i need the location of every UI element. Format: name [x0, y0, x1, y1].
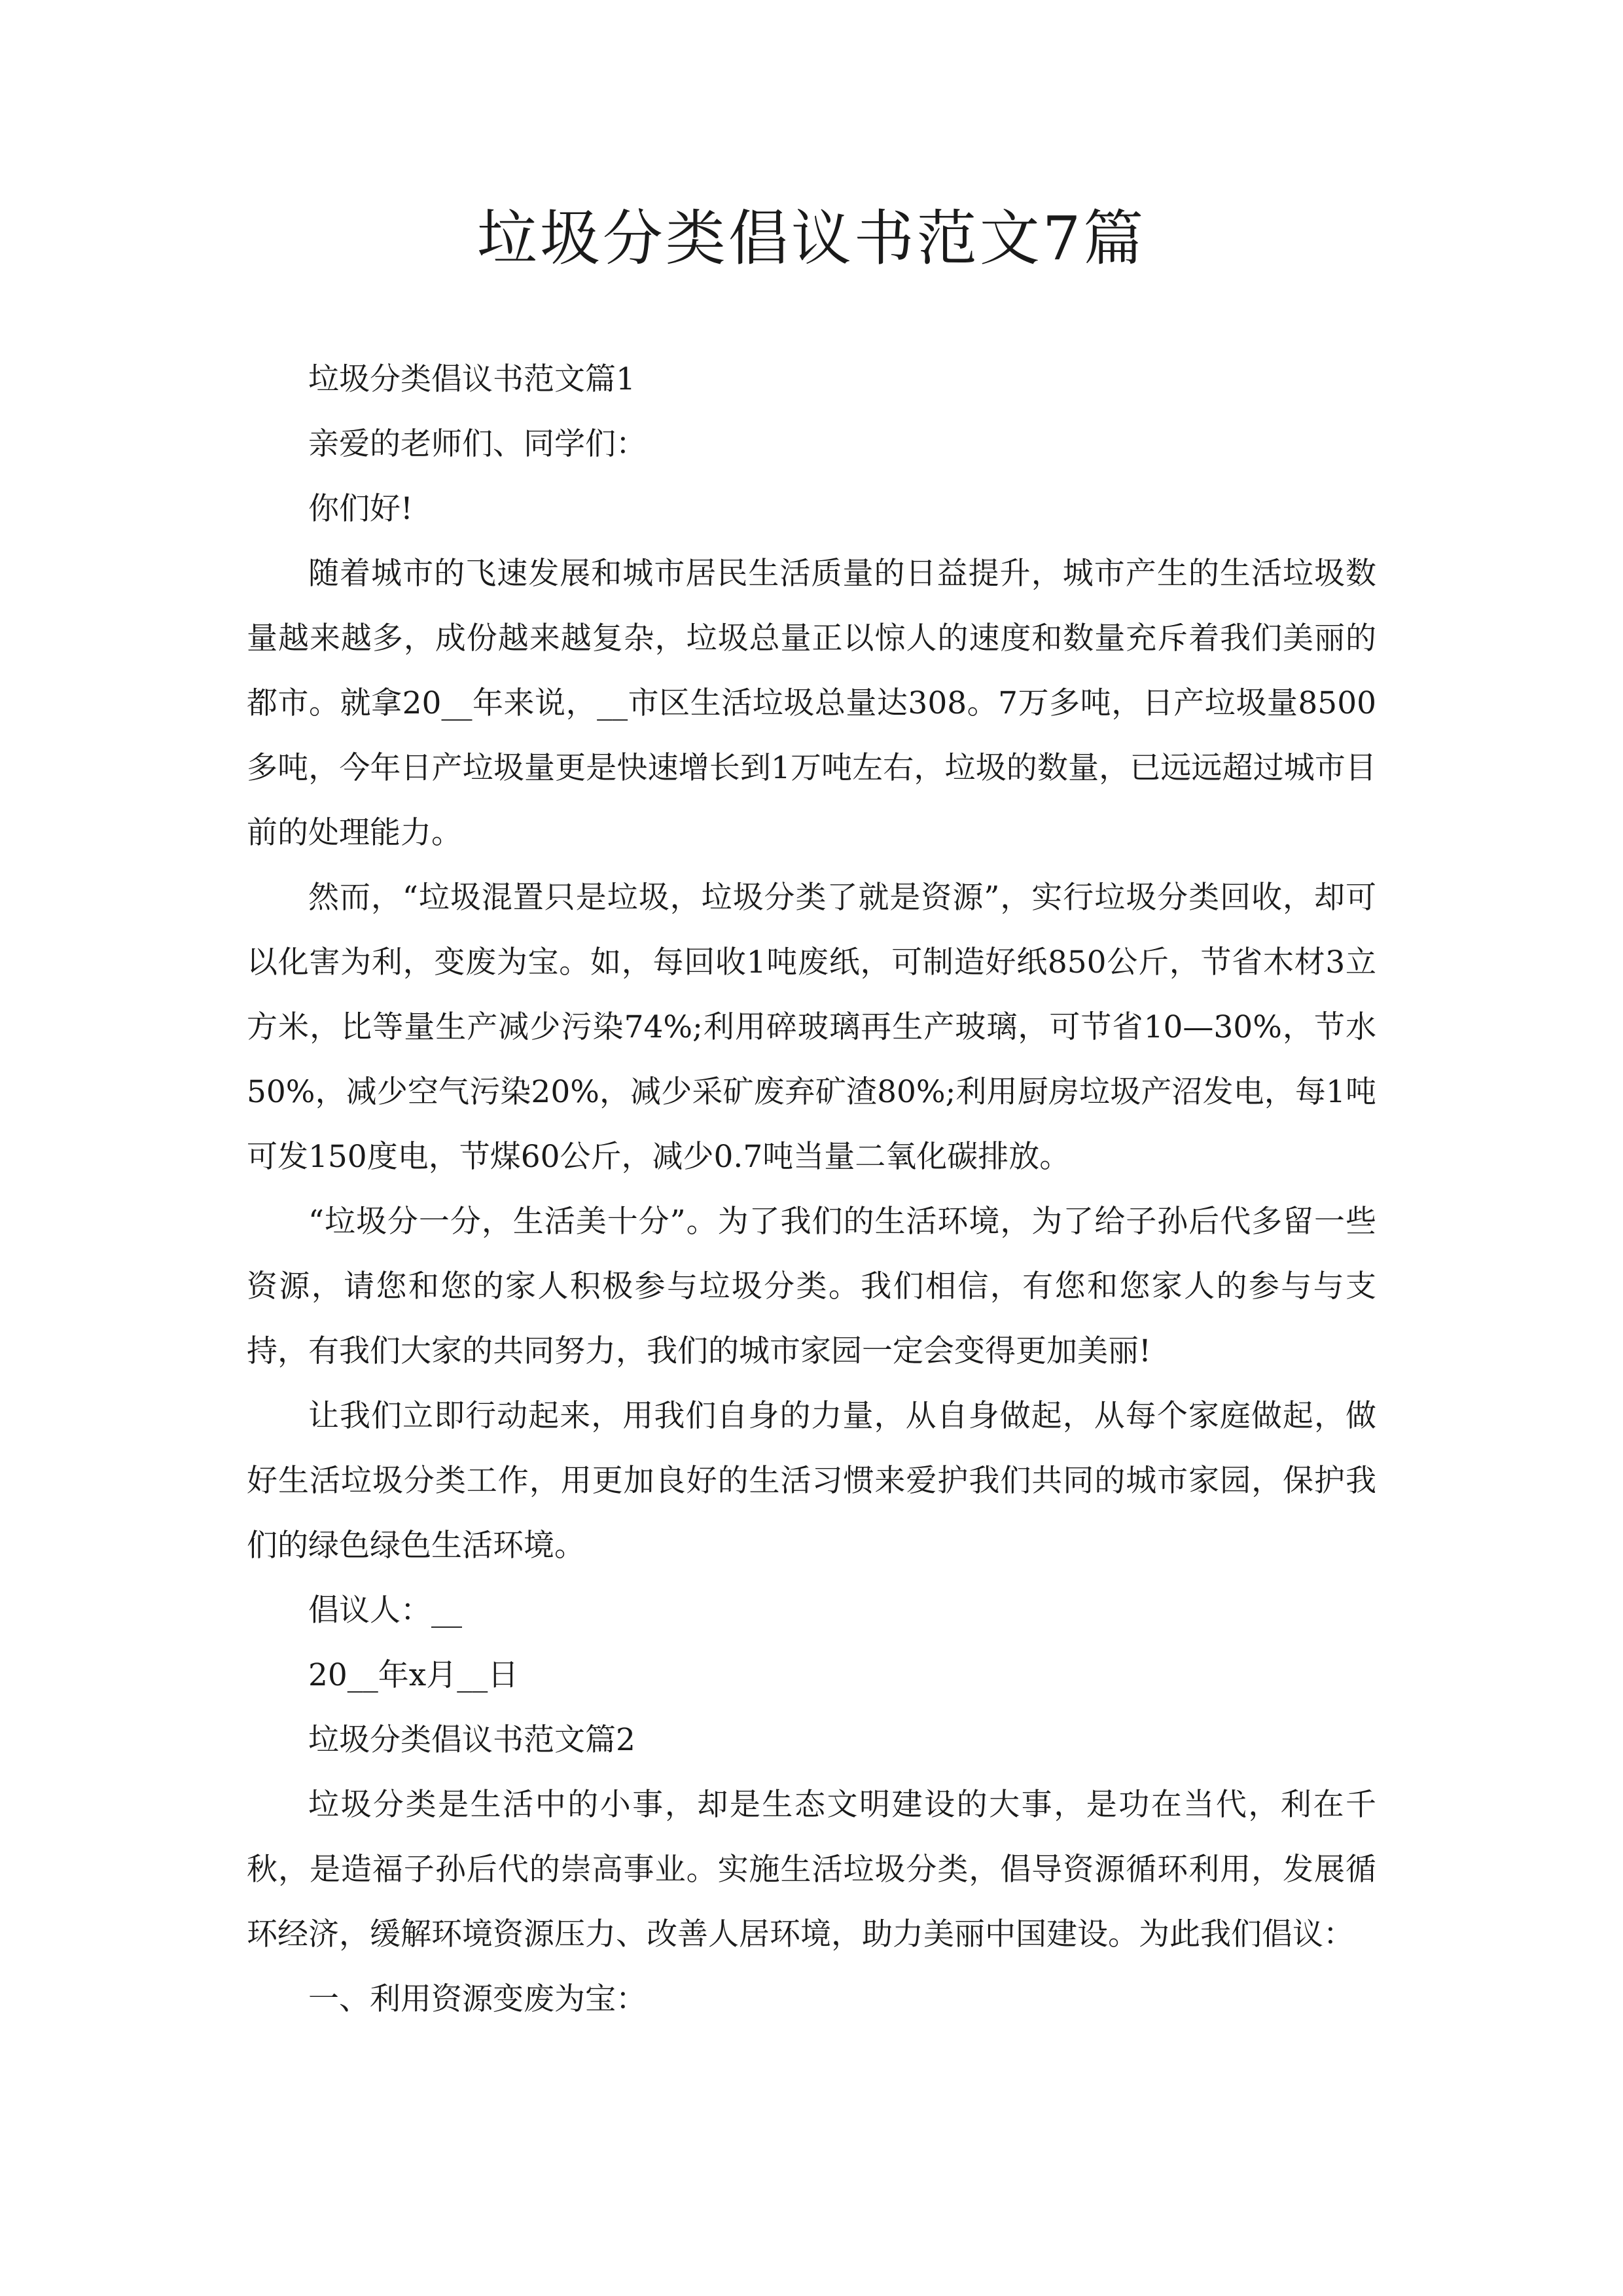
section-heading: 垃圾分类倡议书范文篇2: [308, 1722, 635, 1758]
body-paragraph: 让我们立即行动起来，用我们自身的力量，从自身做起，从每个家庭做起，做好生活垃圾分类工作，用更加良好的生活习惯来爱护我们共同的城市家园，保护我们的绿色绿色生活环境。: [247, 1398, 1376, 1564]
salutation: 亲爱的老师们、同学们：: [308, 426, 647, 462]
page-title: 垃圾分类倡议书范文7篇: [476, 204, 1147, 274]
signature-line: 倡议人：__: [308, 1592, 462, 1628]
document-body: [247, 347, 1376, 2032]
body-paragraph: “垃圾分一分，生活美十分”。为了我们的生活环境，为了给子孙后代多留一些资源，请您和您的家人积极参与垃圾分类。我们相信，有您和您家人的参与与支持，有我们大家的共同努力，我们的城市家园一定会变得更加美丽!: [247, 1204, 1376, 1369]
list-item-heading: 一、利用资源变废为宝：: [308, 1981, 647, 2017]
body-paragraph: 随着城市的飞速发展和城市居民生活质量的日益提升，城市产生的生活垃圾数量越来越多，成份越来越复杂，垃圾总量正以惊人的速度和数量充斥着我们美丽的都市。就拿20__年来说，__市区生活垃圾总量达308。7万多吨，日产垃圾量8500多吨，今年日产垃圾量更是快速增长到1万吨左右，垃圾的数量，已远远超过城市目前的处理能力。: [247, 556, 1376, 851]
greeting: 你们好!: [308, 491, 413, 527]
body-paragraph: 垃圾分类是生活中的小事，却是生态文明建设的大事，是功在当代，利在千秋，是造福子孙后代的崇高事业。实施生活垃圾分类，倡导资源循环利用，发展循环经济，缓解环境资源压力、改善人居环境，助力美丽中国建设。为此我们倡议：: [247, 1787, 1376, 1952]
section-heading: 垃圾分类倡议书范文篇1: [308, 361, 635, 397]
date-line: 20__年x月__日: [308, 1657, 519, 1693]
body-paragraph: 然而，“垃圾混置只是垃圾，垃圾分类了就是资源”，实行垃圾分类回收，却可以化害为利，变废为宝。如，每回收1吨废纸，可制造好纸850公斤，节省木材3立方米，比等量生产减少污染74%;利用碎玻璃再生产玻璃，可节省10—30%，节水50%，减少空气污染20%，减少采矿废弃矿渣80%;利用厨房垃圾产沼发电，每1吨可发150度电，节煤60公斤，减少0.7吨当量二氧化碳排放。: [247, 880, 1376, 1175]
